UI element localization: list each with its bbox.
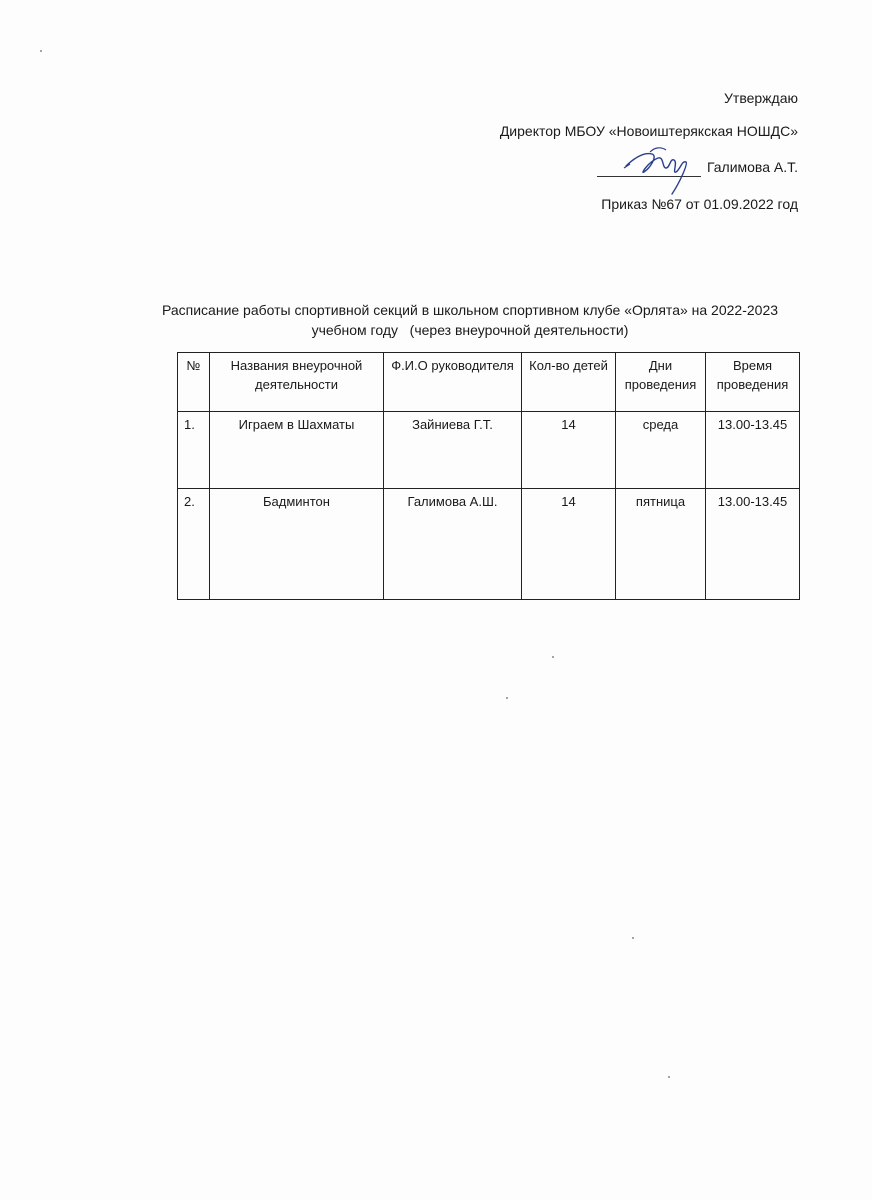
cell-children: 14 [522, 412, 616, 489]
approval-title: Утверждаю [724, 90, 798, 106]
approval-director: Директор МБОУ «Новоиштерякская НОШДС» [499, 123, 798, 139]
schedule-table [177, 352, 800, 600]
approval-name: Галимова А.Т. [706, 159, 798, 175]
cell-leader: Галимова А.Ш. [384, 489, 522, 600]
cell-days: пятница [616, 489, 706, 600]
scan-speck [40, 50, 42, 52]
header-children: Кол-во детей [522, 353, 616, 412]
header-num: № [178, 353, 210, 412]
cell-days: среда [616, 412, 706, 489]
cell-num: 1. [178, 412, 210, 489]
document-title-line2: учебном году (через внеурочной деятельности) [311, 322, 629, 338]
table-row [178, 489, 800, 600]
cell-time: 13.00-13.45 [706, 412, 800, 489]
cell-children: 14 [522, 489, 616, 600]
scan-speck [506, 697, 508, 699]
scan-speck [668, 1076, 670, 1078]
scan-speck [552, 656, 554, 658]
signature-icon [620, 138, 698, 198]
document-title [120, 300, 820, 340]
cell-time: 13.00-13.45 [706, 489, 800, 600]
scan-speck [632, 937, 634, 939]
cell-num: 2. [178, 489, 210, 600]
header-leader: Ф.И.О руководителя [384, 353, 522, 412]
cell-activity: Бадминтон [210, 489, 384, 600]
document-title-line1: Расписание работы спортивной секций в школьном спортивном клубе «Орлята» на 2022-2023 [161, 302, 779, 318]
header-days: Дни проведения [616, 353, 706, 412]
table-header-row [178, 353, 800, 412]
cell-activity: Играем в Шахматы [210, 412, 384, 489]
header-time: Время проведения [706, 353, 800, 412]
cell-leader: Зайниева Г.Т. [384, 412, 522, 489]
table-row [178, 412, 800, 489]
header-activity: Названия внеурочной деятельности [210, 353, 384, 412]
approval-order: Приказ №67 от 01.09.2022 год [601, 196, 798, 212]
